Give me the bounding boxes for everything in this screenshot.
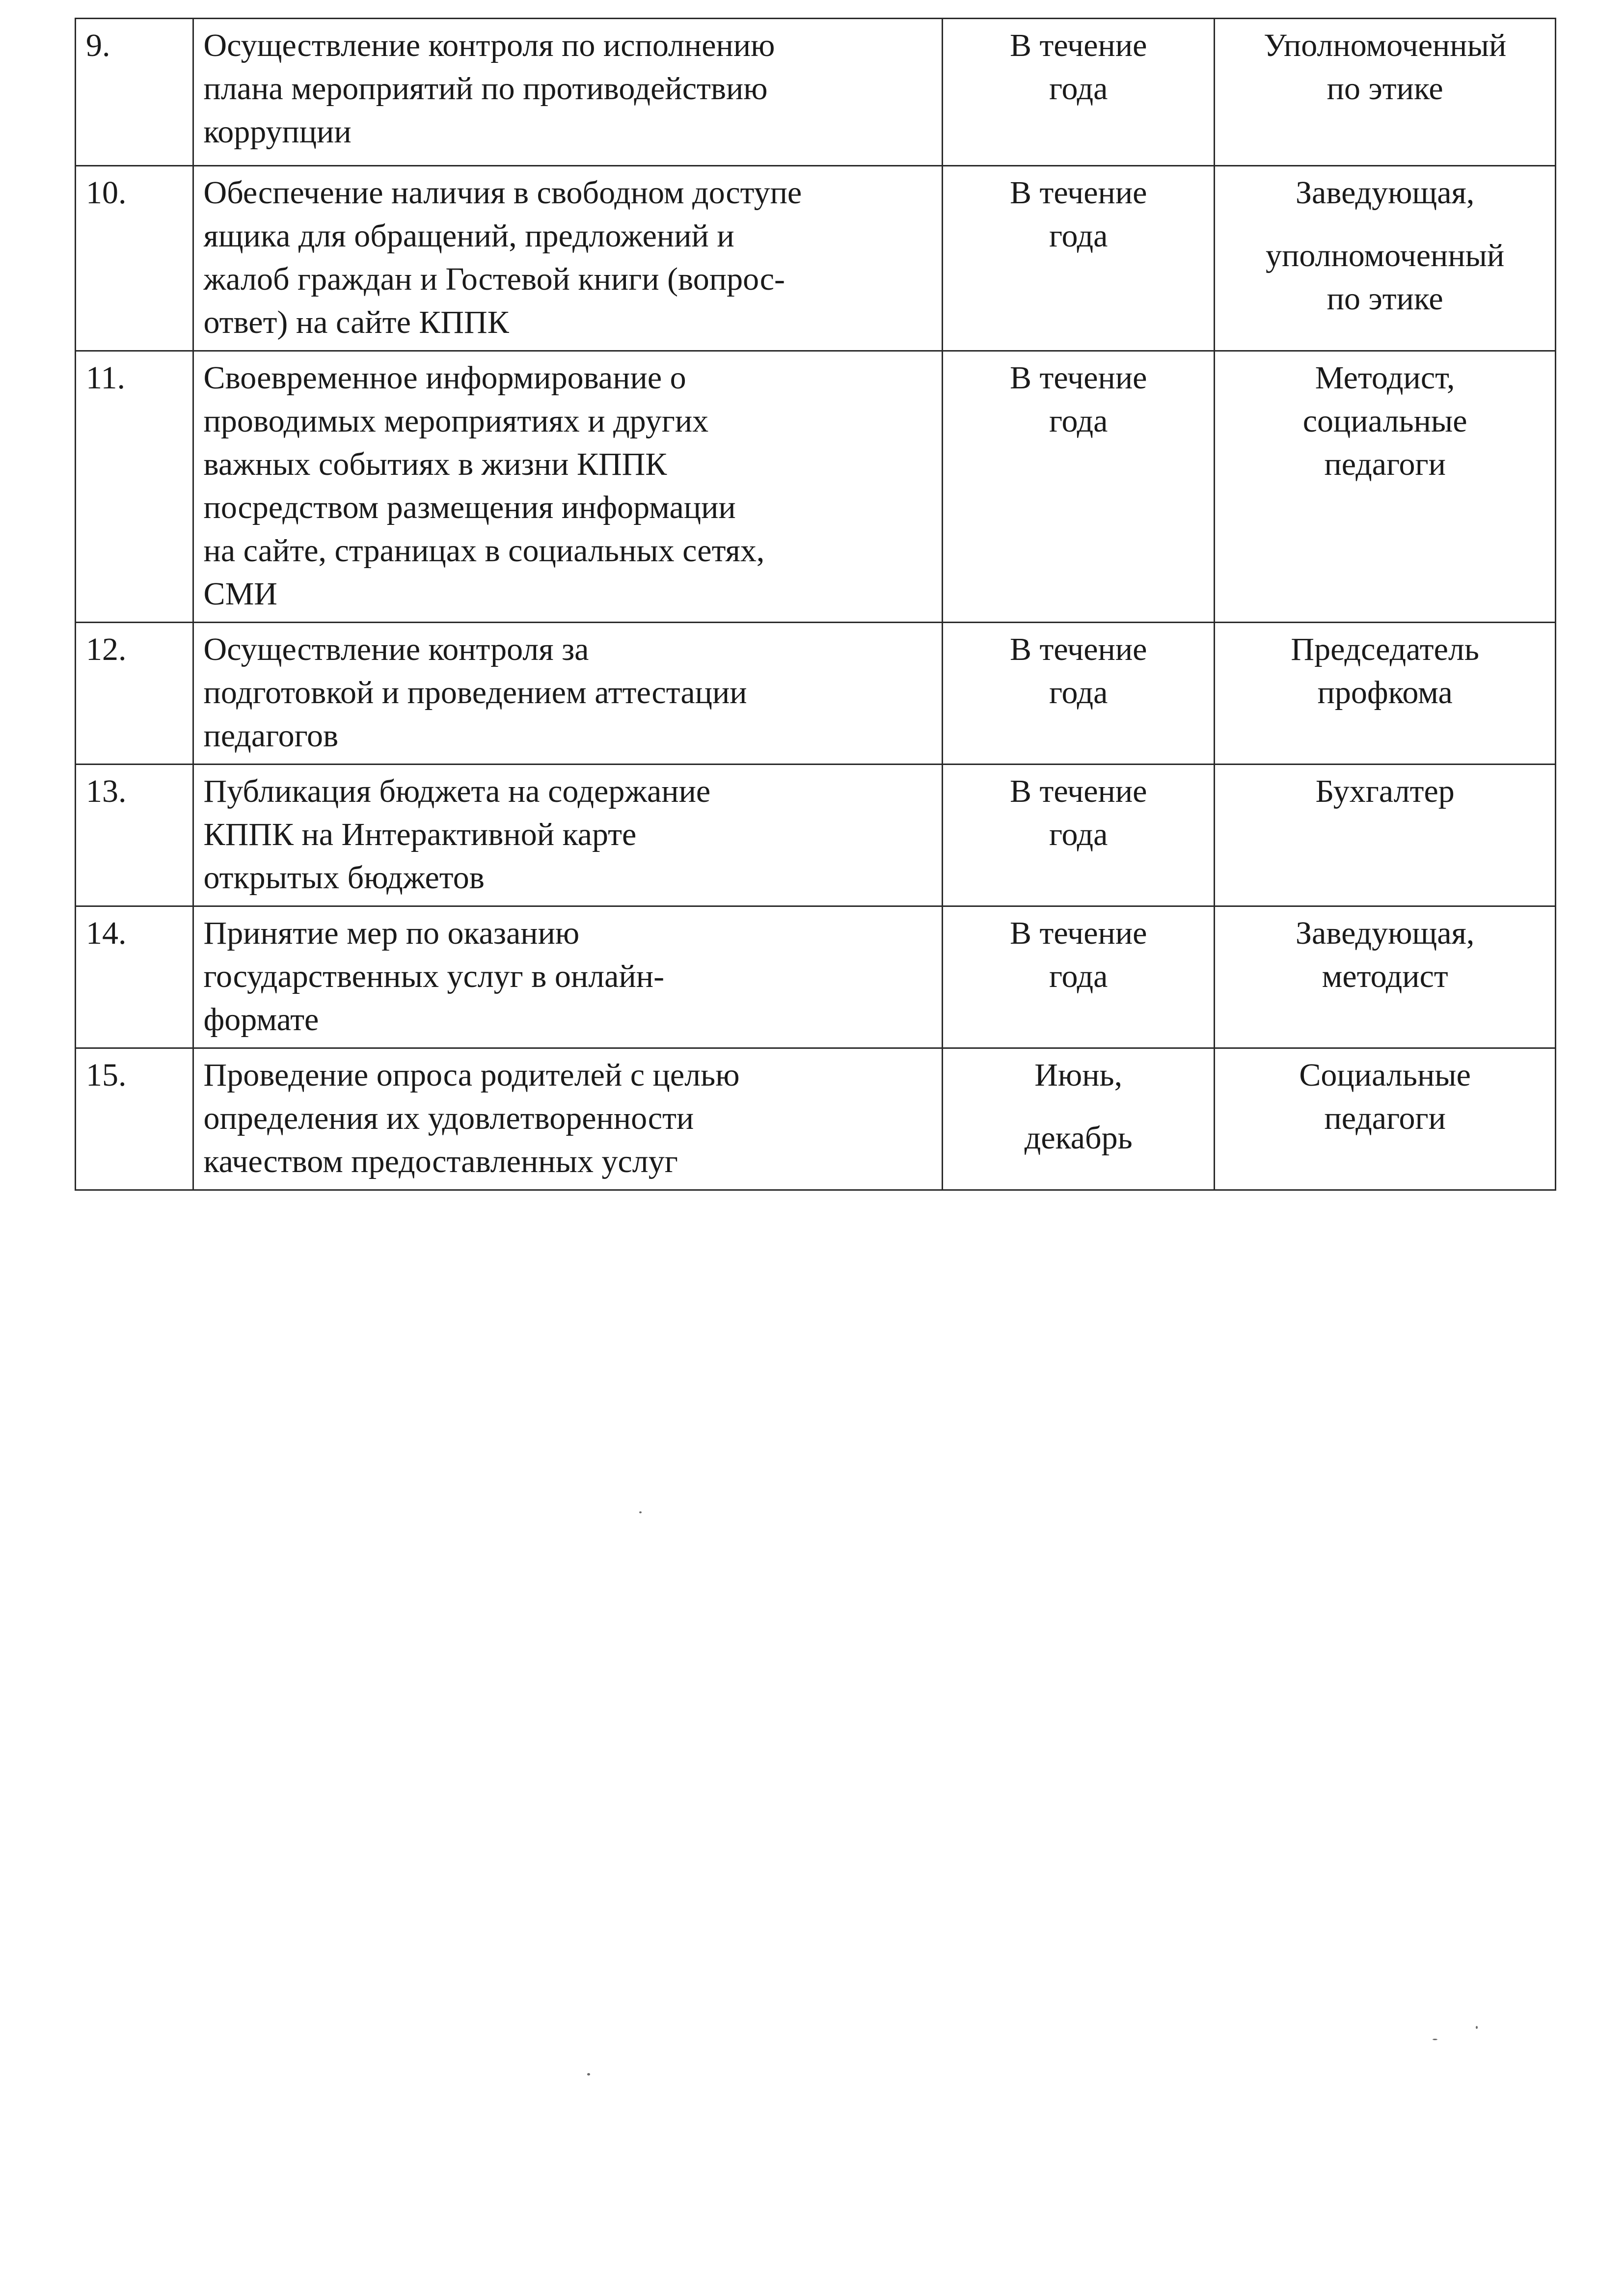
row-number: 9. — [76, 19, 193, 166]
table-row — [76, 623, 1556, 765]
responsible: Заведующая, методист — [1215, 906, 1556, 1048]
responsible: Заведующая, уполномоченный по этике — [1215, 166, 1556, 351]
measure-description: Публикация бюджета на содержание КППК на Интерактивной карте открытых бюджетов — [193, 765, 943, 906]
table-row — [76, 19, 1556, 166]
deadline: В течение года — [943, 906, 1215, 1048]
row-number: 10. — [76, 166, 193, 351]
table-row — [76, 166, 1556, 351]
row-number: 12. — [76, 623, 193, 765]
measure-description: Проведение опроса родителей с целью определения их удовлетворенности качеством предоставленных услуг — [193, 1048, 943, 1190]
responsible: Председатель профкома — [1215, 623, 1556, 765]
row-number: 14. — [76, 906, 193, 1048]
measure-description: Осуществление контроля по исполнению плана мероприятий по противодействию коррупции — [193, 19, 943, 166]
scan-speck — [587, 2073, 590, 2076]
row-number: 15. — [76, 1048, 193, 1190]
scan-speck — [1433, 2039, 1437, 2040]
table-row — [76, 1048, 1556, 1190]
measure-description: Своевременное информирование о проводимых мероприятиях и других важных событиях в жизни КППК посредством размещения информации на сайте, страницах в социальных сетях, СМИ — [193, 351, 943, 623]
measures-table — [75, 18, 1556, 1191]
table-row — [76, 906, 1556, 1048]
scan-speck — [1476, 2026, 1478, 2029]
deadline: Июнь, декабрь — [943, 1048, 1215, 1190]
scan-speck — [639, 1511, 642, 1513]
table-row — [76, 765, 1556, 906]
table-row — [76, 351, 1556, 623]
deadline: В течение года — [943, 623, 1215, 765]
deadline: В течение года — [943, 19, 1215, 166]
deadline: В течение года — [943, 765, 1215, 906]
responsible: Социальные педагоги — [1215, 1048, 1556, 1190]
row-number: 11. — [76, 351, 193, 623]
responsible: Уполномоченный по этике — [1215, 19, 1556, 166]
deadline: В течение года — [943, 166, 1215, 351]
deadline: В течение года — [943, 351, 1215, 623]
measure-description: Принятие мер по оказанию государственных услуг в онлайн- формате — [193, 906, 943, 1048]
responsible: Бухгалтер — [1215, 765, 1556, 906]
row-number: 13. — [76, 765, 193, 906]
measure-description: Осуществление контроля за подготовкой и проведением аттестации педагогов — [193, 623, 943, 765]
responsible: Методист, социальные педагоги — [1215, 351, 1556, 623]
measure-description: Обеспечение наличия в свободном доступе ящика для обращений, предложений и жалоб граждан и Гостевой книги (вопрос- ответ) на сайте КППК — [193, 166, 943, 351]
